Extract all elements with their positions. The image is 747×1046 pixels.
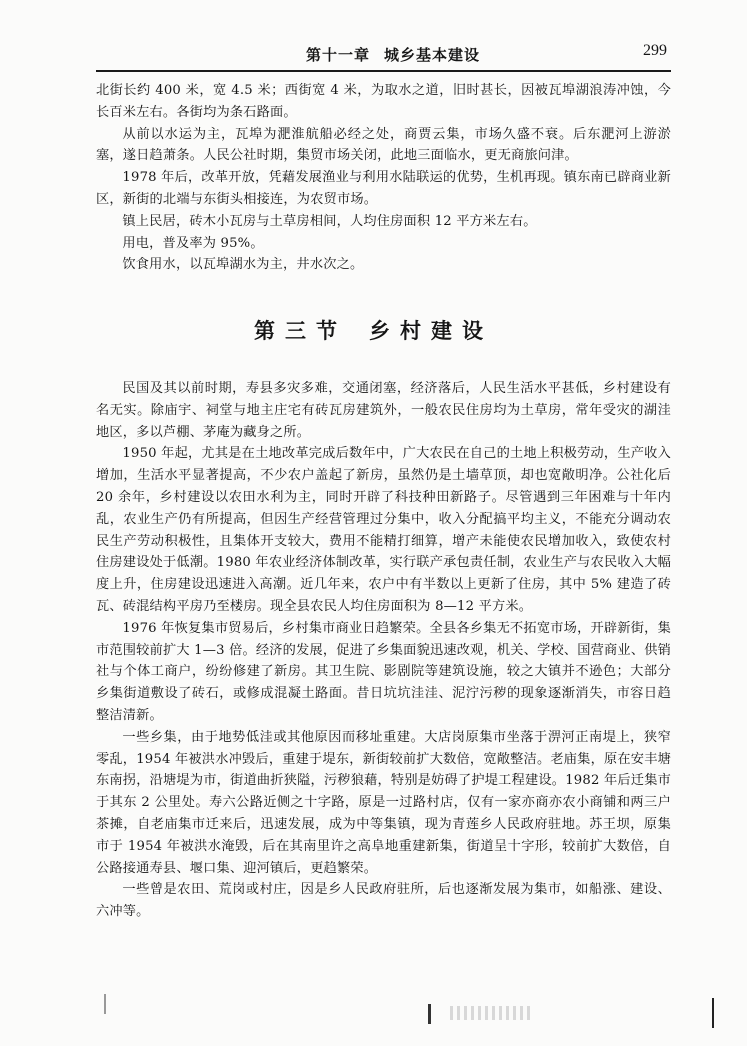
page-number: 299 xyxy=(643,42,667,59)
chapter-title: 城乡基本建设 xyxy=(384,46,481,64)
scan-mark xyxy=(104,994,106,1014)
body-text-main xyxy=(96,378,671,923)
paragraph: 饮食用水，以瓦埠湖水为主，井水次之。 xyxy=(122,257,364,273)
paragraph: 北街长约 400 米，宽 4.5 米；西街宽 4 米，为取水之道，旧时甚长，因被瓦埠湖浪涛冲蚀，今长百米左右。各街均为条石路面。 xyxy=(96,83,671,120)
paragraph: 从前以水运为主，瓦埠为淝淮航船必经之处，商贾云集，市场久盛不衰。后东淝河上游淤塞，遂日趋萧条。人民公社时期，集贸市场关闭，此地三面临水，更无商旅问津。 xyxy=(96,126,671,164)
scan-mark xyxy=(428,1004,431,1024)
paragraph: 1950 年起，尤其是在土地改革完成后数年中，广大农民在自己的土地上积极劳动，生产收入增加，生活水平显著提高，不少农户盖起了新房，虽然仍是土墙草顶，却也宽敞明净。公社化后 20 余年，乡村建设以农田水利为主，同时开辟了科技种田新路子。尽管遇到三年困难与十年内乱，农业生产仍有所提高，但因生产经营管理过分集中，收入分配搞平均主义，不能充分调动农民生产劳动积极性，且集体开支较大，费用不能精打细算，增产未能使农民增加收入，致使农村住房建设处于低潮。1980 年农业经济体制改革，实行联产承包责任制，农业生产与农民收入大幅度上升，住房建设迅速进入高潮。近几年来，农户中有半数以上更新了住房，其中 5% 建造了砖瓦、砖混结构平房乃至楼房。现全县农民人均住房面积为 8—12 平方米。 xyxy=(96,446,671,614)
section-title: 乡村建设 xyxy=(369,319,493,343)
page-header xyxy=(96,40,671,72)
scan-smudge xyxy=(450,1006,530,1020)
paragraph: 1976 年恢复集市贸易后，乡村集市商业日趋繁荣。全县各乡集无不拓宽市场，开辟新街，集市范围较前扩大 1—3 倍。经济的发展，促进了乡集面貌迅速改观，机关、学校、国营商业、供销社与个体工商户，纷纷修建了新房。其卫生院、影剧院等建筑设施，较之大镇并不逊色；大部分乡集街道敷设了砖石，或修成混凝土路面。昔日坑坑洼洼、泥泞污秽的现象逐渐消失，市容日趋整洁清新。 xyxy=(96,620,671,723)
paragraph: 用电，普及率为 95%。 xyxy=(122,235,264,251)
paragraph: 镇上民居，砖木小瓦房与土草房相间，人均住房面积 12 平方米左右。 xyxy=(122,213,537,229)
paragraph: 民国及其以前时期，寿县多灾多难，交通闭塞，经济落后，人民生活水平甚低，乡村建设有名无实。除庙宇、祠堂与地主庄宅有砖瓦房建筑外，一般农民住房均为土草房，常年受灾的湖洼地区，多以芦棚、茅庵为藏身之所。 xyxy=(96,381,671,440)
chapter-number: 第十一章 xyxy=(306,46,371,64)
scan-mark xyxy=(712,998,714,1028)
running-title xyxy=(306,44,480,65)
paragraph: 一些曾是农田、荒岗或村庄，因是乡人民政府驻所，后也逐渐发展为集市，如船涨、建设、六冲等。 xyxy=(96,882,671,920)
section-heading xyxy=(0,315,747,345)
body-text-top xyxy=(96,80,671,276)
paragraph: 一些乡集，由于地势低洼或其他原因而移址重建。大店岗原集市坐落于淠河正南堤上，狭窄零乱，1954 年被洪水冲毁后，重建于堤东，新街较前扩大数倍，宽敞整洁。老庙集，原在安丰塘东南拐，沿塘堤为市，街道曲折狭隘，污秽狼藉，特别是妨碍了护堤工程建设。1982 年后迁集市于其东 2 公里处。寿六公路近侧之十字路，原是一过路村店，仅有一家亦商亦农小商铺和两三户茶摊，自老庙集市迁来后，迅速发展，成为中等集镇，现为青莲乡人民政府驻地。苏王坝，原集市于 1954 年被洪水淹毁，后在其南里许之高阜地重建新集，街道呈十字形，较前扩大数倍，自公路接通寿县、堰口集、迎河镇后，更趋繁荣。 xyxy=(96,729,671,876)
section-number: 第三节 xyxy=(254,319,347,343)
paragraph: 1978 年后，改革开放，凭藉发展渔业与利用水陆联运的优势，生机再现。镇东南已辟商业新区，新街的北端与东街头相接连，为农贸市场。 xyxy=(96,170,671,207)
